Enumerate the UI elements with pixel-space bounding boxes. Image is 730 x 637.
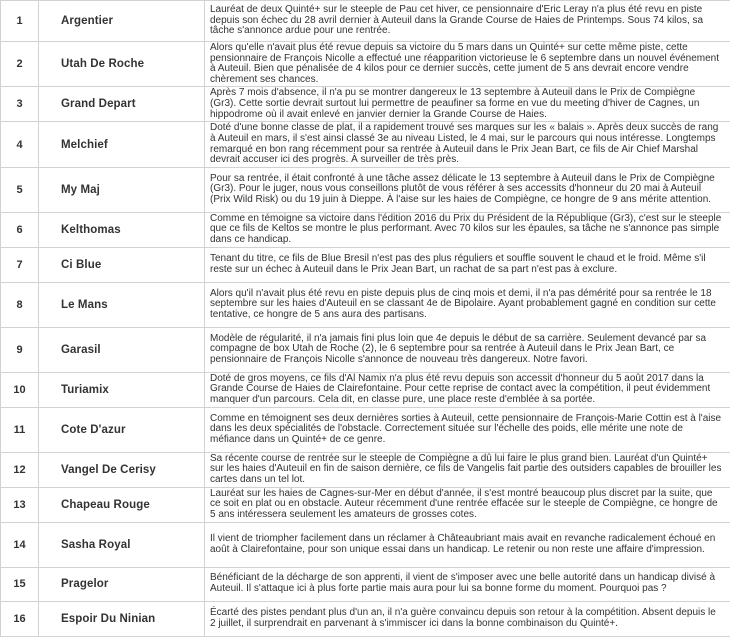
runner-description: Alors qu'il n'avait plus été revu en piste depuis plus de cinq mois et demi, il n'a pas démérité pour sa rentrée le 18 septembre sur les haies d'Auteuil en se classant 4e de Bipolaire. Ayant probablement gagné en condition sur cette tentative, ce hongre de 5 ans aura des partisans. [205,282,730,327]
runner-description: Lauréat sur les haies de Cagnes-sur-Mer en début d'année, il s'est montré beaucoup plus discret par la suite, que ce soit en plat ou en obstacle. Auteur récemment d'une rentrée effacée sur le steeple de Compiègne, ce hongre de 5 ans intéressera seulement les amateurs de grosses cotes. [205,487,730,522]
runner-description: Pour sa rentrée, il était confronté à une tâche assez délicate le 13 septembre à Auteuil dans le Prix de Compiègne (Gr3). Pour le juger, nous vous conseillons plutôt de vous référer à ses accessits d'honneur du 20 mai à Auteuil (Prix Wild Risk) ou du 19 juin à Dieppe. À l'aise sur les haies de Compiègne, ce hongre de 9 ans mérite attention. [205,167,730,212]
runner-number: 7 [1,247,39,282]
table-row [1,42,730,87]
runner-name: Cote D'azur [39,407,205,452]
runner-description: Alors qu'elle n'avait plus été revue depuis sa victoire du 5 mars dans un Quinté+ sur cette même piste, cette pensionnaire de François Nicolle a effectué une réapparition victorieuse le 6 septembre dans un nouvel événement à Auteuil. Bien que pénalisée de 4 kilos pour ce dernier succès, cette jument de 5 ans devrait encore vendre chèrement ses chances. [205,42,730,87]
runner-name: Chapeau Rouge [39,487,205,522]
runner-description: Après 7 mois d'absence, il n'a pu se montrer dangereux le 13 septembre à Auteuil dans le Prix de Compiègne (Gr3). Cette sortie devrait surtout lui permettre de peaufiner sa forme en vue du meeting d'hiver de Cagnes, un hippodrome où il avait enlevé en janvier dernier la Grande Course de Haies. [205,87,730,122]
runner-description: Écarté des pistes pendant plus d'un an, il n'a guère convaincu depuis son retour à la compétition. Absent depuis le 2 juillet, il surprendrait en parvenant à s'immiscer ici dans la bonne combinaison du Quinté+. [205,601,730,636]
runner-number: 1 [1,1,39,42]
runner-name: Grand Depart [39,87,205,122]
runner-number: 14 [1,522,39,567]
runner-description: Sa récente course de rentrée sur le steeple de Compiègne a dû lui faire le plus grand bien. Lauréat d'un Quinté+ sur les haies d'Auteuil en fin de saison dernière, ce fils de Vangelis fait partie des outsiders capables de brouiller les cartes dans un tel lot. [205,452,730,487]
table-row [1,407,730,452]
runner-number: 8 [1,282,39,327]
table-row [1,167,730,212]
runner-description: Bénéficiant de la décharge de son apprenti, il vient de s'imposer avec une belle autorité dans un handicap divisé à Auteuil. Il s'attaque ici à plus forte partie mais aura pour lui sa bonne forme du moment. Pourquoi pas ? [205,567,730,601]
runner-number: 13 [1,487,39,522]
table-row [1,601,730,636]
table-row [1,122,730,167]
runner-number: 10 [1,372,39,407]
runner-name: Espoir Du Ninian [39,601,205,636]
runner-number: 6 [1,212,39,247]
runner-name: Vangel De Cerisy [39,452,205,487]
runner-description: Tenant du titre, ce fils de Blue Bresil n'est pas des plus réguliers et souffle souvent le chaud et le froid. Même s'il reste sur un échec à Auteuil dans le Prix Jean Bart, un rachat de sa part n'est pas à exclure. [205,247,730,282]
runner-name: Pragelor [39,567,205,601]
runner-name: Sasha Royal [39,522,205,567]
runner-description: Lauréat de deux Quinté+ sur le steeple de Pau cet hiver, ce pensionnaire d'Eric Leray n'a plus été revu en piste depuis son échec du 28 avril dernier à Auteuil dans la Grande Course de Haies de Printemps. Sous 74 kilos, sa tâche s'annonce ardue pour une rentrée. [205,1,730,42]
table-row [1,87,730,122]
table-row [1,567,730,601]
runner-name: Ci Blue [39,247,205,282]
runner-name: Melchief [39,122,205,167]
runner-number: 5 [1,167,39,212]
table-row [1,1,730,42]
table-row [1,372,730,407]
runner-number: 16 [1,601,39,636]
runner-description: Il vient de triompher facilement dans un réclamer à Châteaubriant mais avait en revanche radicalement échoué en août à Clairefontaine, pour son unique essai dans un handicap. Le retenir ou non reste une affaire d'impression. [205,522,730,567]
runner-name: Kelthomas [39,212,205,247]
table-row [1,327,730,372]
runner-description: Doté d'une bonne classe de plat, il a rapidement trouvé ses marques sur les « balais ». Après deux succès de rang à Auteuil en mars, il s'est ainsi classé 3e au niveau Listed, le 4 mai, sur le parcours qui nous intéresse. Longtemps remarqué en bon rang récemment pour sa rentrée à Auteuil dans le Prix Jean Bart, ce fils de Air Chief Marshal devrait accuser ici des progrès. À surveiller de très près. [205,122,730,167]
runner-name: My Maj [39,167,205,212]
table-row [1,247,730,282]
table-row [1,282,730,327]
runner-description: Doté de gros moyens, ce fils d'Al Namix n'a plus été revu depuis son accessit d'honneur du 5 août 2017 dans la Grande Course de Haies de Clairefontaine. Pour cette reprise de contact avec la compétition, il peut évidemment manquer d'un parcours. Cela dit, en classe pure, une place reste d'emblée à sa portée. [205,372,730,407]
runner-name: Le Mans [39,282,205,327]
runner-number: 15 [1,567,39,601]
runner-number: 3 [1,87,39,122]
table-row [1,452,730,487]
table-row [1,212,730,247]
runner-name: Turiamix [39,372,205,407]
runner-number: 9 [1,327,39,372]
runner-description: Comme en témoignent ses deux dernières sorties à Auteuil, cette pensionnaire de François-Marie Cottin est à l'aise dans les deux spécialités de l'obstacle. Correctement située sur l'échelle des poids, elle mérite une note de méfiance dans un Quinté+ de ce genre. [205,407,730,452]
runner-name: Garasil [39,327,205,372]
runner-number: 11 [1,407,39,452]
table-row [1,522,730,567]
runner-number: 12 [1,452,39,487]
runner-name: Argentier [39,1,205,42]
runner-number: 2 [1,42,39,87]
runner-number: 4 [1,122,39,167]
runner-description: Modèle de régularité, il n'a jamais fini plus loin que 4e depuis le début de sa carrière. Seulement devancé par sa compagne de box Utah de Roche (2), le 6 septembre pour sa rentrée à Auteuil dans le Prix Jean Bart, ce pensionnaire de François Nicolle s'annonce de nouveau très dangereux. Notre favori. [205,327,730,372]
table-row [1,487,730,522]
runner-description: Comme en témoigne sa victoire dans l'édition 2016 du Prix du Président de la République (Gr3), c'est sur le steeple que ce fils de Keltos se montre le plus performant. Avec 70 kilos sur les épaules, sa tâche ne s'annonce pas simple dans ce handicap. [205,212,730,247]
runner-name: Utah De Roche [39,42,205,87]
